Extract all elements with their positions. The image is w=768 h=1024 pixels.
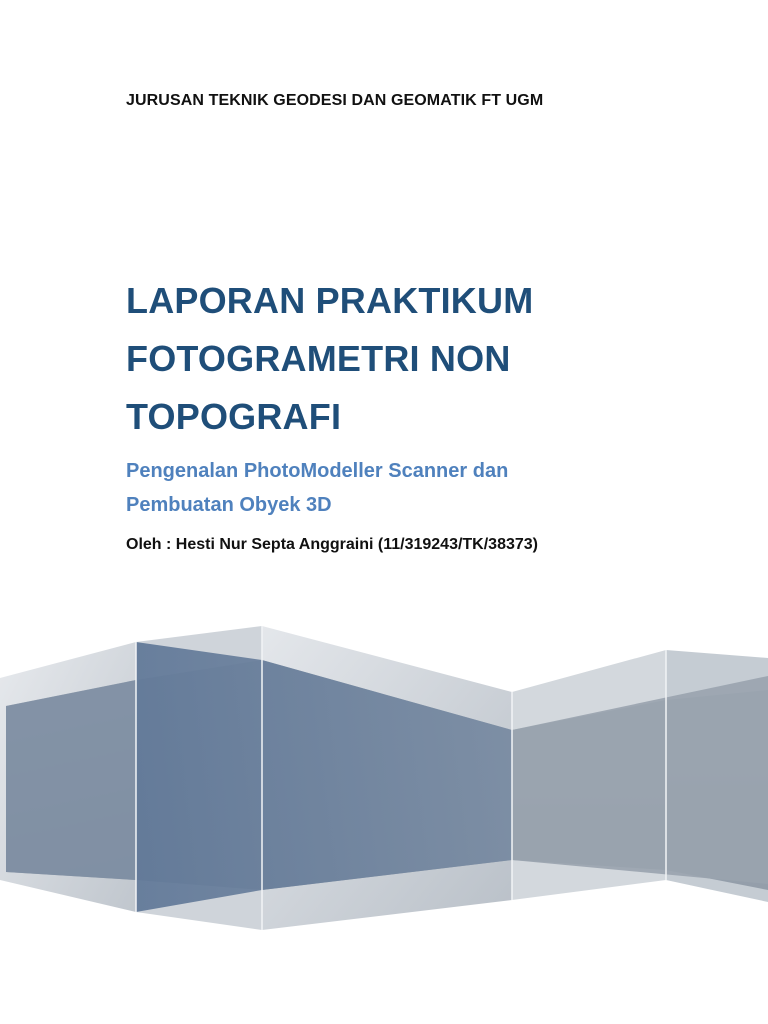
decorative-ribbon-graphic: [0, 600, 768, 960]
author-line: Oleh : Hesti Nur Septa Anggraini (11/319243/TK/38373): [126, 536, 538, 553]
report-title-line-3: TOPOGRAFI: [126, 396, 342, 437]
report-title-line-2: FOTOGRAMETRI NON: [126, 338, 511, 379]
report-title-line-1: LAPORAN PRAKTIKUM: [126, 280, 534, 321]
report-subtitle-line-2: Pembuatan Obyek 3D: [126, 494, 332, 516]
ribbon-panel: [6, 680, 136, 880]
report-title: [126, 272, 726, 446]
report-subtitle: [126, 454, 726, 522]
report-subtitle-line-1: Pengenalan PhotoModeller Scanner dan: [126, 460, 509, 482]
department-heading: JURUSAN TEKNIK GEODESI DAN GEOMATIK FT UGM: [126, 92, 544, 109]
